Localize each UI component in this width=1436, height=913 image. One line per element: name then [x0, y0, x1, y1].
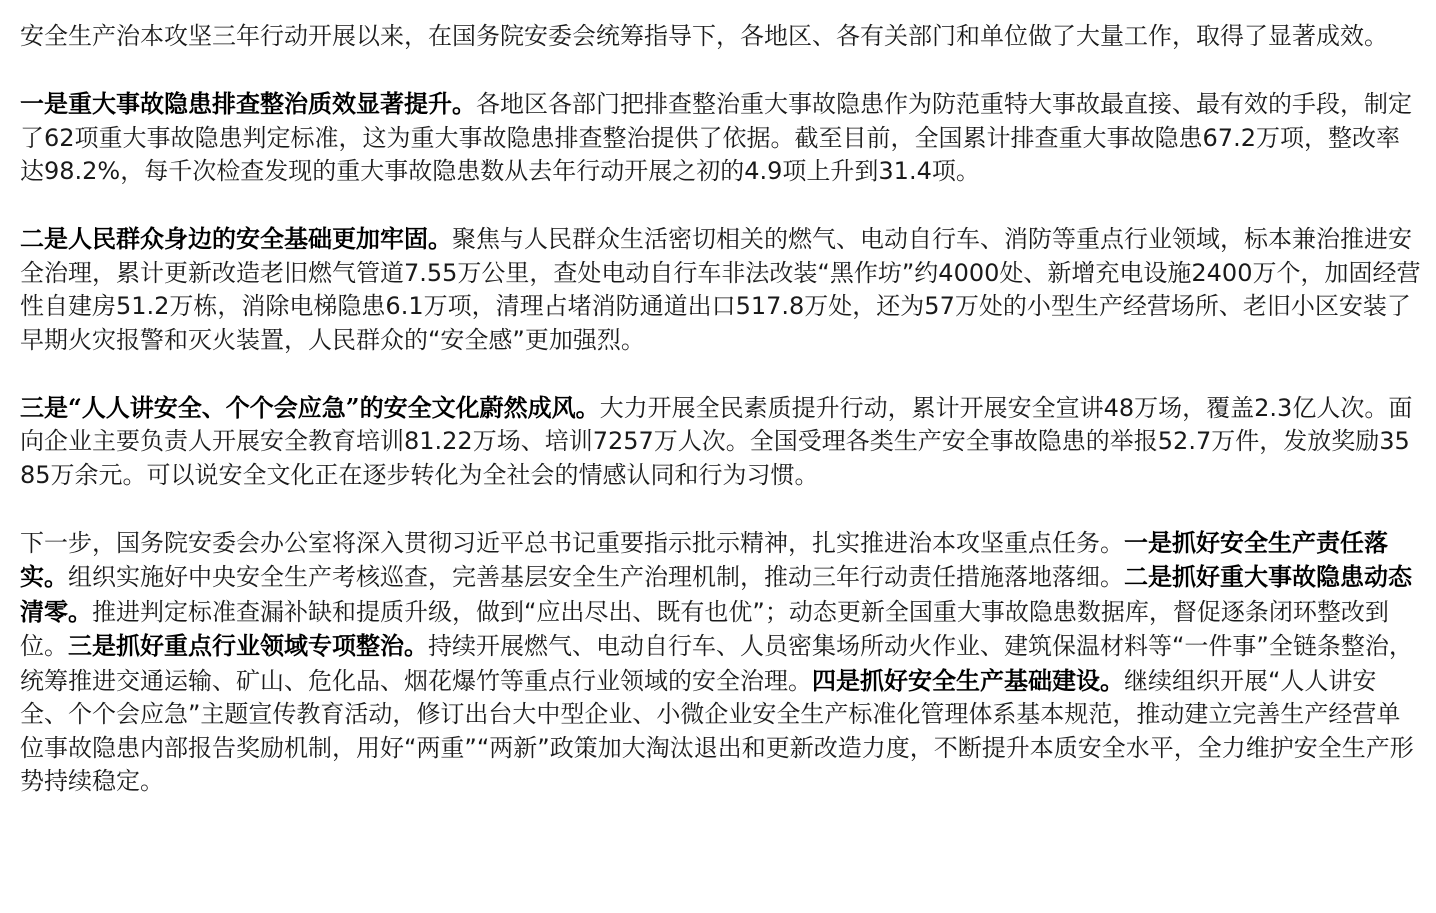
task-body-text: 继续组织开展“人人讲安全、个个会应急”主题宣传教育活动，修订出台大中型企业、小微企业安全生产标准化管理体系基本规范，推动建立完善生产经营单位事故隐患内部报告奖励机制，用好“两重”“两新”政策加大淘汰退出和更新改造力度，不断提升本质安全水平，全力维护安全生产形势持续稳定。	[20, 666, 1414, 795]
paragraph-body-text: 大力开展全民素质提升行动，累计开展安全宣讲48万场，覆盖2.3亿人次。面向企业主要负责人开展安全教育培训81.22万场、培训7257万人次。全国受理各类生产安全事故隐患的举报52.7万件，发放奖励3585万余元。可以说安全文化正在逐步转化为全社会的情感认同和行为习惯。	[20, 393, 1413, 489]
next-steps-intro-text: 下一步，国务院安委会办公室将深入贯彻习近平总书记重要指示批示精神，扎实推进治本攻坚重点任务。	[20, 528, 1124, 557]
task-body-text: 推进判定标准查漏补缺和提质升级，做到“应出尽出、既有也优”；动态更新全国重大事故隐患数据库，督促逐条闭环整改到位。	[20, 597, 1389, 660]
paragraph-safety-culture	[20, 391, 1422, 493]
intro-paragraph	[20, 20, 1422, 54]
task-heading-responsibility: 一是抓好安全生产责任落实。	[20, 527, 1388, 591]
task-body-text: 组织实施好中央安全生产考核巡查，完善基层安全生产治理机制，推动三年行动责任措施落地落细。	[68, 563, 1124, 591]
paragraph-public-safety-foundation	[20, 222, 1422, 357]
paragraph-next-steps	[20, 526, 1422, 799]
task-heading-foundation-building: 四是抓好安全生产基础建设。	[812, 665, 1124, 695]
task-heading-hidden-danger-clearing: 二是抓好重大事故隐患动态清零。	[20, 562, 1412, 626]
paragraph-body-text: 各地区各部门把排查整治重大事故隐患作为防范重特大事故最直接、最有效的手段，制定了62项重大事故隐患判定标准，这为重大事故隐患排查整治提供了依据。截至目前，全国累计排查重大事故隐患67.2万项，整改率达98.2%，每千次检查发现的重大事故隐患数从去年行动开展之初的4.9项上升到31.4项。	[20, 90, 1412, 185]
paragraph-lead-heading: 一是重大事故隐患排查整治质效显著提升。	[20, 89, 476, 118]
intro-text: 安全生产治本攻坚三年行动开展以来，在国务院安委会统筹指导下，各地区、各有关部门和单位做了大量工作，取得了显著成效。	[20, 22, 1388, 50]
paragraph-lead-heading: 二是人民群众身边的安全基础更加牢固。	[20, 224, 452, 253]
task-heading-special-rectification: 三是抓好重点行业领域专项整治。	[68, 631, 428, 660]
paragraph-hidden-danger-rectification	[20, 87, 1422, 189]
paragraph-body-text: 聚焦与人民群众生活密切相关的燃气、电动自行车、消防等重点行业领域，标本兼治推进安全治理，累计更新改造老旧燃气管道7.55万公里，查处电动自行车非法改装“黑作坊”约4000处、新增充电设施2400万个，加固经营性自建房51.2万栋，消除电梯隐患6.1万项，清理占堵消防通道出口517.8万处，还为57万处的小型生产经营场所、老旧小区安装了早期火灾报警和灭火装置，人民群众的“安全感”更加强烈。	[20, 225, 1421, 354]
paragraph-lead-heading: 三是“人人讲安全、个个会应急”的安全文化蔚然成风。	[20, 392, 600, 422]
task-body-text: 持续开展燃气、电动自行车、人员密集场所动火作业、建筑保温材料等“一件事”全链条整治，统筹推进交通运输、矿山、危化品、烟花爆竹等重点行业领域的安全治理。	[20, 632, 1413, 695]
